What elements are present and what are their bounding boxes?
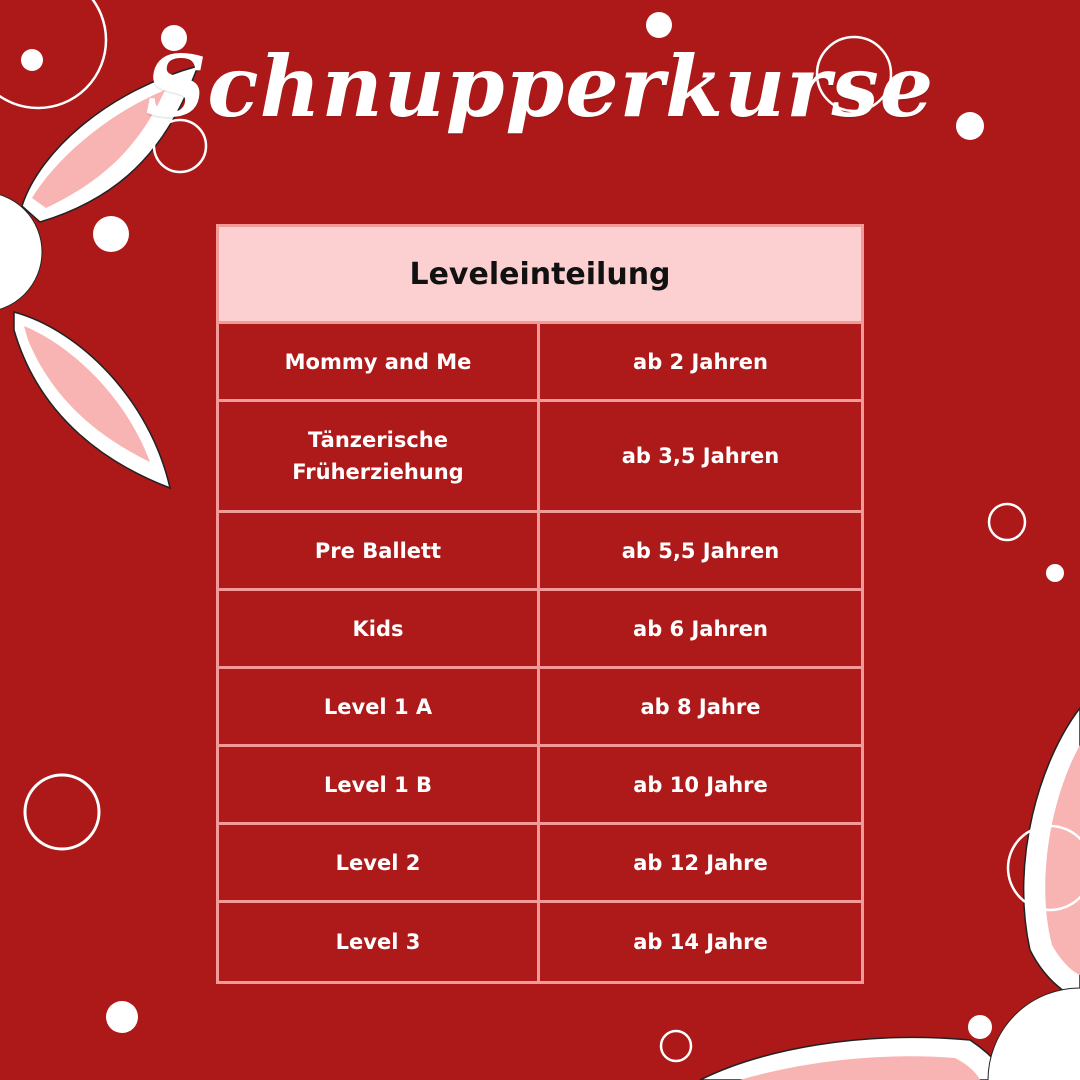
age-cell: ab 2 Jahren bbox=[633, 349, 768, 374]
table-row bbox=[219, 747, 861, 825]
table-row bbox=[219, 324, 861, 402]
bubble-icon bbox=[106, 1001, 138, 1033]
table-header: Leveleinteilung bbox=[219, 227, 861, 324]
age-cell: ab 12 Jahre bbox=[633, 850, 768, 875]
course-cell: Level 1 B bbox=[219, 747, 540, 822]
ring-icon bbox=[25, 775, 99, 849]
course-cell: Kids bbox=[219, 591, 540, 666]
table-row bbox=[219, 669, 861, 747]
bubble-icon bbox=[968, 1015, 992, 1039]
age-cell: ab 3,5 Jahren bbox=[621, 444, 780, 468]
age-cell: ab 6 Jahren bbox=[633, 616, 768, 641]
table-row bbox=[219, 825, 861, 903]
bubble-icon bbox=[1046, 564, 1064, 582]
table-row bbox=[219, 591, 861, 669]
age-cell: ab 14 Jahre bbox=[633, 930, 768, 954]
age-cell: ab 8 Jahre bbox=[640, 694, 761, 719]
bubble-icon bbox=[93, 216, 129, 252]
table-row bbox=[219, 402, 861, 513]
ring-icon bbox=[989, 504, 1025, 540]
course-cell: Level 2 bbox=[219, 825, 540, 900]
course-cell: Pre Ballett bbox=[219, 513, 540, 588]
page-title: Schnupperkurse bbox=[145, 37, 935, 136]
course-cell: Level 1 A bbox=[219, 669, 540, 744]
course-cell: Mommy and Me bbox=[219, 324, 540, 399]
level-table bbox=[216, 224, 864, 984]
age-cell: ab 5,5 Jahren bbox=[621, 538, 780, 563]
table-row bbox=[219, 513, 861, 591]
age-cell: ab 10 Jahre bbox=[633, 772, 768, 797]
bunny-head-icon bbox=[988, 988, 1080, 1080]
ring-icon bbox=[661, 1031, 691, 1061]
table-row bbox=[219, 903, 861, 981]
course-cell: Level 3 bbox=[219, 903, 540, 981]
course-cell: Tänzerische Früherziehung bbox=[219, 402, 540, 510]
